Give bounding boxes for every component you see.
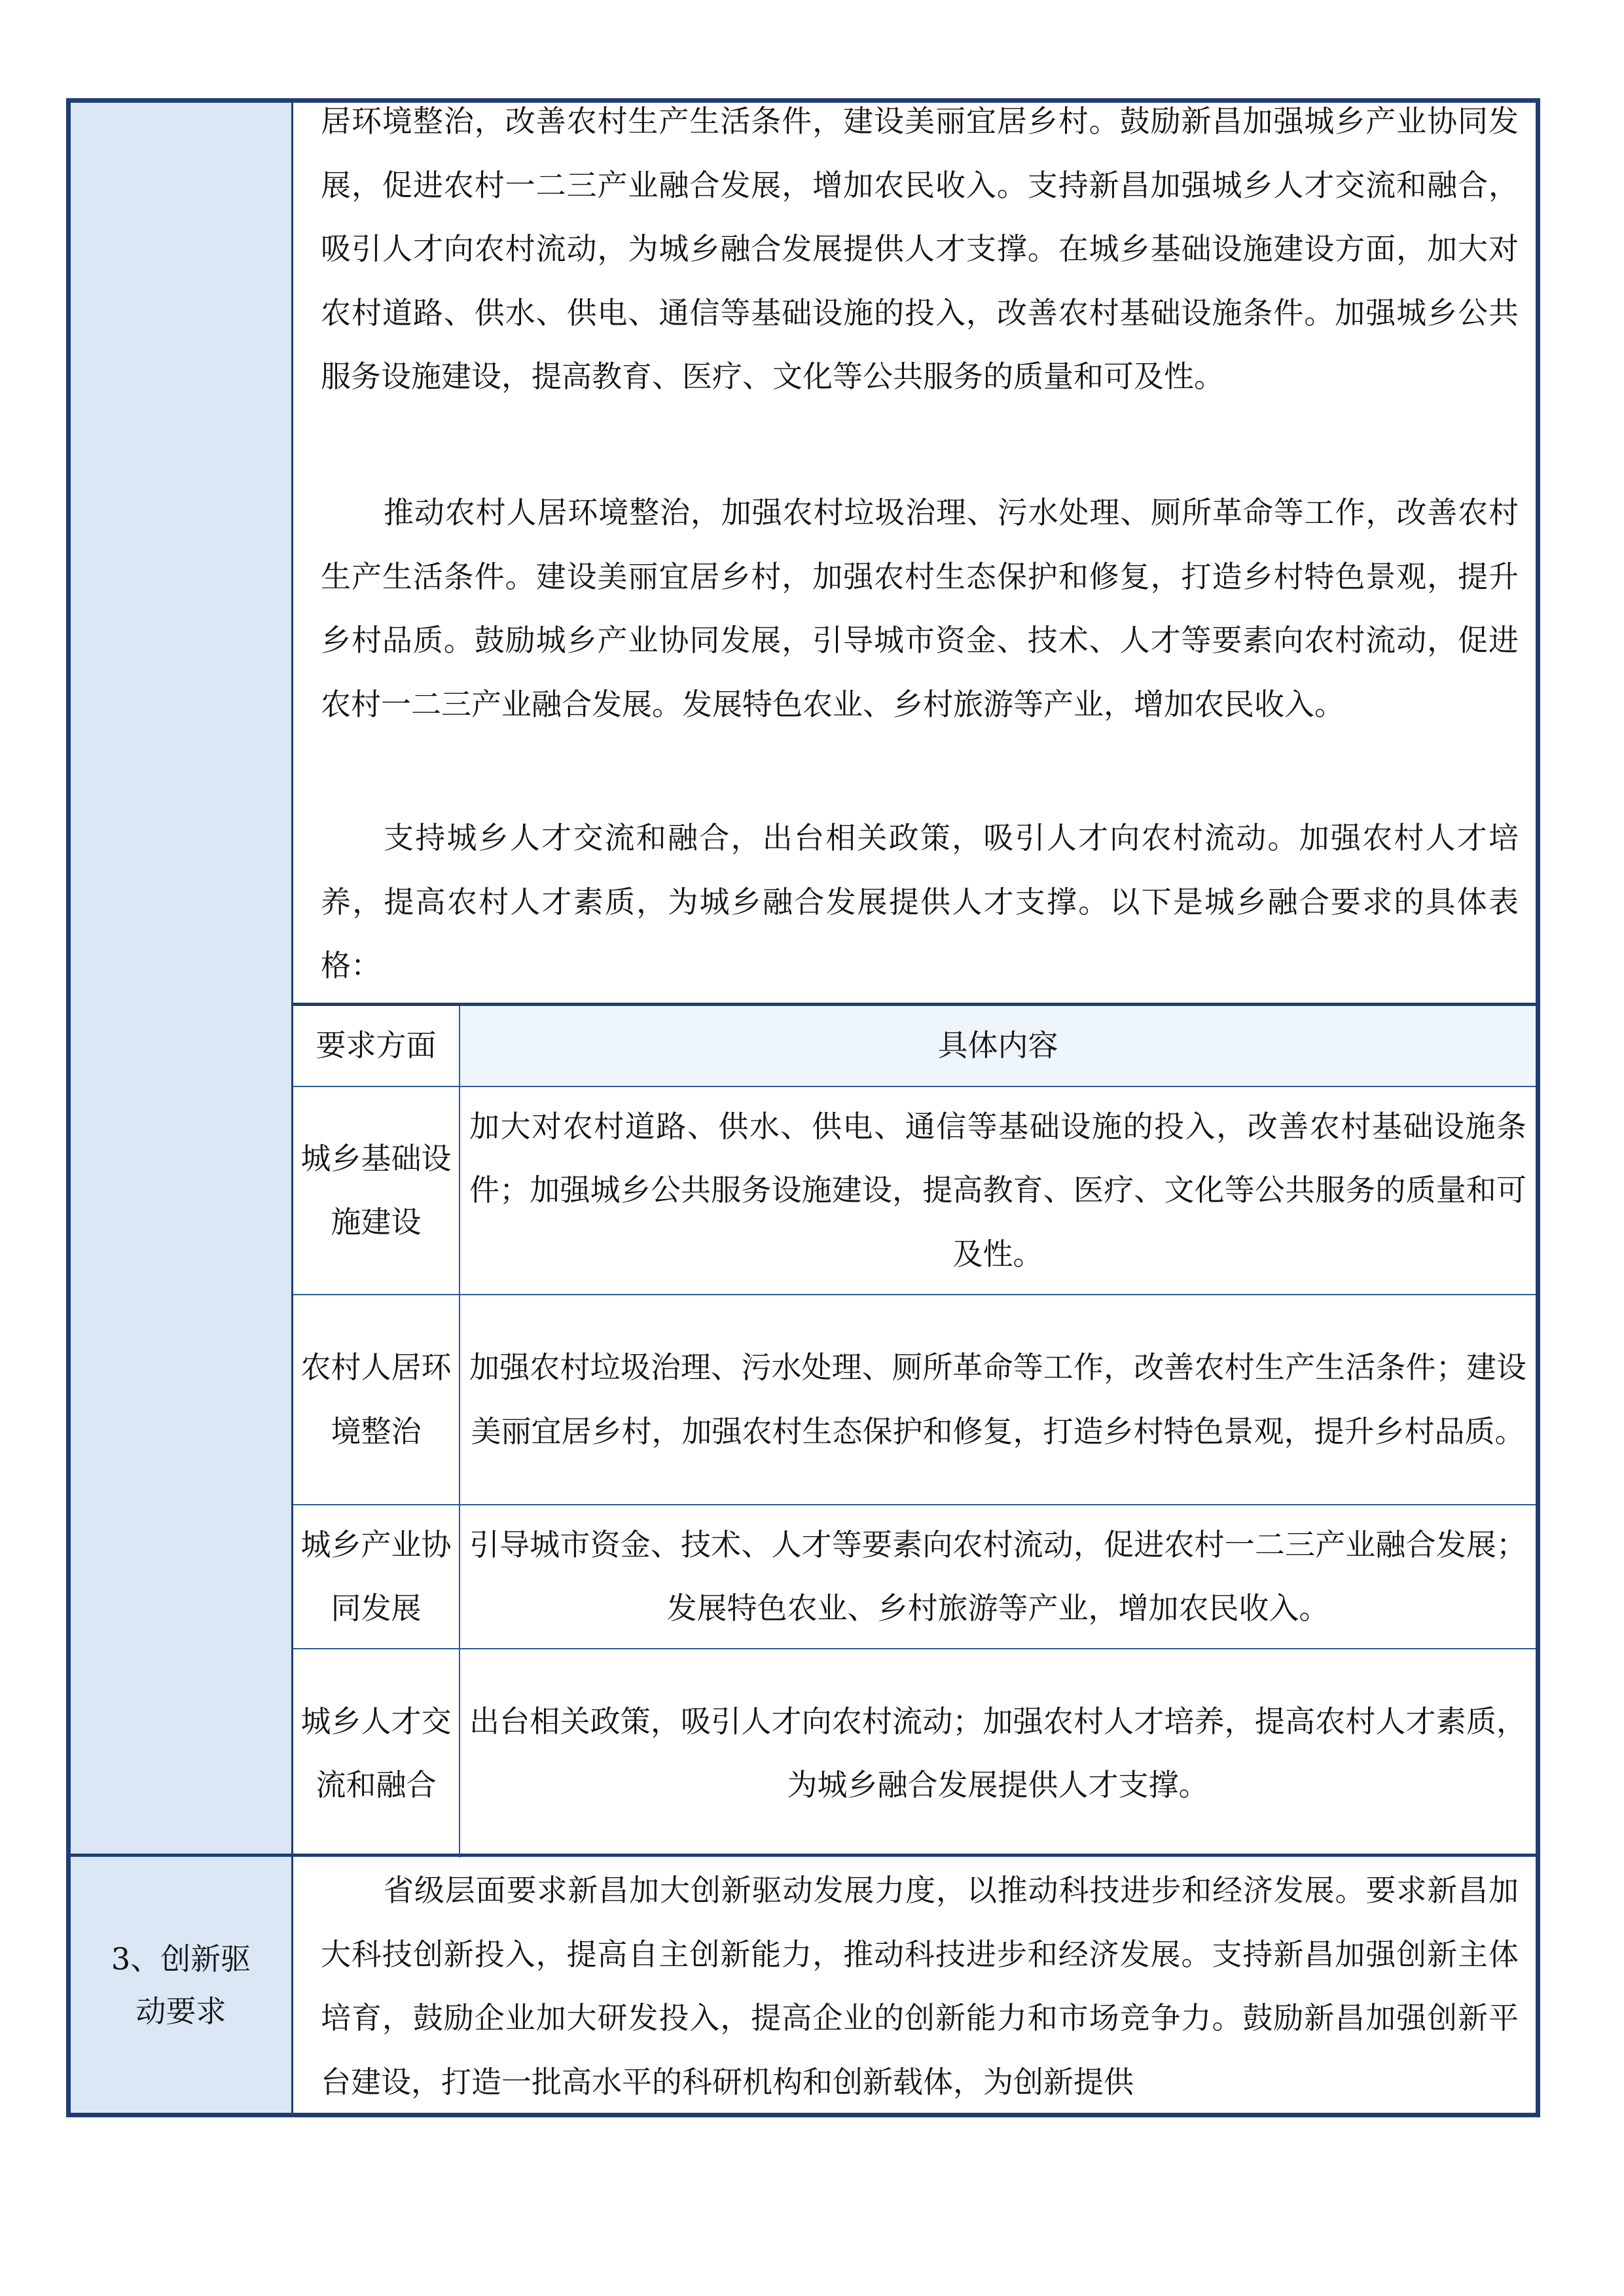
row-aspect: 农村人居环境整治 xyxy=(293,1295,460,1505)
row-content: 加大对农村道路、供水、供电、通信等基础设施的投入，改善农村基础设施条件；加强城乡公共服务设施建设，提高教育、医疗、文化等公共服务的质量和可及性。 xyxy=(460,1086,1536,1295)
section-3-text: 省级层面要求新昌加大创新驱动发展力度，以推动科技进步和经济发展。要求新昌加大科技创新投入，提高自主创新能力，推动科技进步和经济发展。支持新昌加强创新主体培育，鼓励企业加大研发投入，提高企业的创新能力和市场竞争力。鼓励新昌加强创新平台建设，打造一批高水平的科研机构和创新载体，为创新提供 xyxy=(321,1873,1519,2100)
row-content: 加强农村垃圾治理、污水处理、厕所革命等工作，改善农村生产生活条件；建设美丽宜居乡村，加强农村生态保护和修复，打造乡村特色景观，提升乡村品质。 xyxy=(460,1295,1536,1505)
row-content: 出台相关政策，吸引人才向农村流动；加强农村人才培养，提高农村人才素质，为城乡融合发展提供人才支撑。 xyxy=(460,1649,1536,1857)
paragraph-rural-environment: 推动农村人居环境整治，加强农村垃圾治理、污水处理、厕所革命等工作，改善农村生产生活条件。建设美丽宜居乡村，加强农村生态保护和修复，打造乡村特色景观，提升乡村品质。鼓励城乡产业协同发展，引导城市资金、技术、人才等要素向农村流动，促进农村一二三产业融合发展。发展特色农业、乡村旅游等产业，增加农民收入。 xyxy=(321,495,1519,722)
paragraph-continuation: 居环境整治，改善农村生产生活条件，建设美丽宜居乡村。鼓励新昌加强城乡产业协同发展，促进农村一二三产业融合发展，增加农民收入。支持新昌加强城乡人才交流和融合，吸引人才向农村流动，为城乡融合发展提供人才支撑。在城乡基础设施建设方面，加大对农村道路、供水、供电、通信等基础设施的投入，改善农村基础设施条件。加强城乡公共服务设施建设，提高教育、医疗、文化等公共服务的质量和可及性。 xyxy=(321,103,1519,394)
row-aspect: 城乡人才交流和融合 xyxy=(293,1649,460,1857)
page-frame xyxy=(66,98,1540,2117)
paragraph-talent-exchange: 支持城乡人才交流和融合，出台相关政策，吸引人才向农村流动。加强农村人才培养，提高农村人才素质，为城乡融合发展提供人才支撑。以下是城乡融合要求的具体表格： xyxy=(321,820,1519,983)
row-aspect: 城乡产业协同发展 xyxy=(293,1505,460,1649)
header-aspect: 要求方面 xyxy=(293,1005,460,1087)
section-3-label-text: 3、创新驱动要求 xyxy=(111,1941,251,2029)
row-content: 引导城市资金、技术、人才等要素向农村流动，促进农村一二三产业融合发展；发展特色农业、乡村旅游等产业，增加农民收入。 xyxy=(460,1505,1536,1649)
header-content: 具体内容 xyxy=(460,1005,1536,1087)
row-aspect: 城乡基础设施建设 xyxy=(293,1086,460,1295)
